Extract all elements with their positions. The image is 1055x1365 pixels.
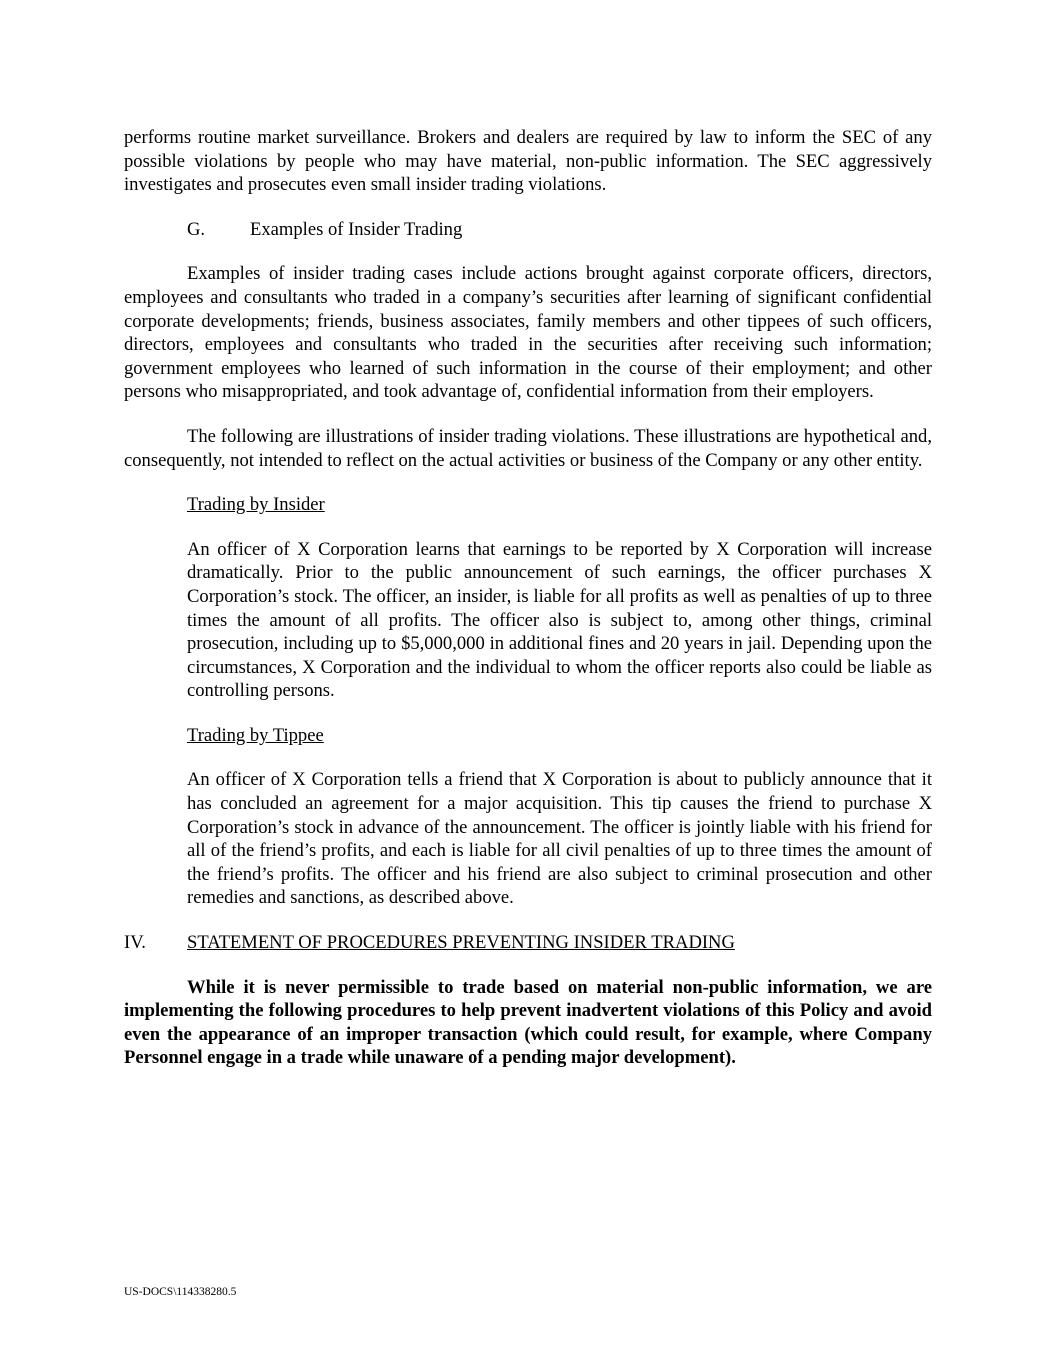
- paragraph-surveillance: performs routine market surveillance. Brokers and dealers are required by law to inform the SEC of any possible violations by people who may have material, non-public information. The SEC aggressively investigates and prosecutes even small insider trading violations.: [124, 127, 932, 196]
- tippee-subheading-text: Trading by Tippee: [187, 724, 324, 746]
- paragraph-examples: Examples of insider trading cases include actions brought against corporate officers, directors, employees and consultants who traded in a company’s securities after learning of significant confidential corporate developments; friends, business associates, family members and other tippees of such officers, directors, employees and consultants who traded in the securities after receiving such information; government employees who learned of such information in the course of their employment; and other persons who misappropriated, and took advantage of, confidential information from their employers.: [124, 263, 932, 403]
- paragraph-procedures-bold: While it is never permissible to trade based on material non-public information, we are implementing the following procedures to help prevent inadvertent violations of this Policy and avoid even the appearance of an improper transaction (which could result, for example, where Company Personnel engage in a trade while unaware of a pending major development).: [124, 976, 932, 1069]
- paragraph-tippee-example: An officer of X Corporation tells a friend that X Corporation is about to publicly announce that it has concluded an agreement for a major acquisition. This tip causes the friend to purchase X Corporation’s stock in advance of the announcement. The officer is jointly liable with his friend for all of the friend’s profits, and each is liable for all civil penalties of up to three times the amount of the friend’s profits. The officer and his friend are also subject to criminal prosecution and other remedies and sanctions, as described above.: [187, 769, 932, 909]
- footer-document-id: US-DOCS\114338280.5: [124, 1286, 237, 1298]
- insider-subheading: [187, 493, 932, 517]
- paragraph-illustrations: The following are illustrations of insider trading violations. These illustrations are hypothetical and, consequently, not intended to reflect on the actual activities or business of the Company or any other entity.: [124, 425, 932, 471]
- tippee-subheading: [187, 724, 932, 748]
- section-g-heading: [187, 218, 932, 242]
- section-iv-title: STATEMENT OF PROCEDURES PREVENTING INSIDER TRADING: [187, 932, 735, 954]
- paragraph-insider-example: An officer of X Corporation learns that earnings to be reported by X Corporation will increase dramatically. Prior to the public announcement of such earnings, the officer purchases X Corporation’s stock. The officer, an insider, is liable for all profits as well as penalties of up to three times the amount of all profits. The officer also is subject to, among other things, criminal prosecution, including up to $5,000,000 in additional fines and 20 years in jail. Depending upon the circumstances, X Corporation and the individual to whom the officer reports also could be liable as controlling persons.: [187, 538, 932, 702]
- document-page: [124, 126, 932, 1070]
- section-g-number: G.: [187, 218, 206, 240]
- section-g-title: Examples of Insider Trading: [250, 218, 463, 240]
- section-iv-number: IV.: [124, 932, 146, 954]
- insider-subheading-text: Trading by Insider: [187, 494, 325, 516]
- section-iv-heading: [124, 931, 932, 955]
